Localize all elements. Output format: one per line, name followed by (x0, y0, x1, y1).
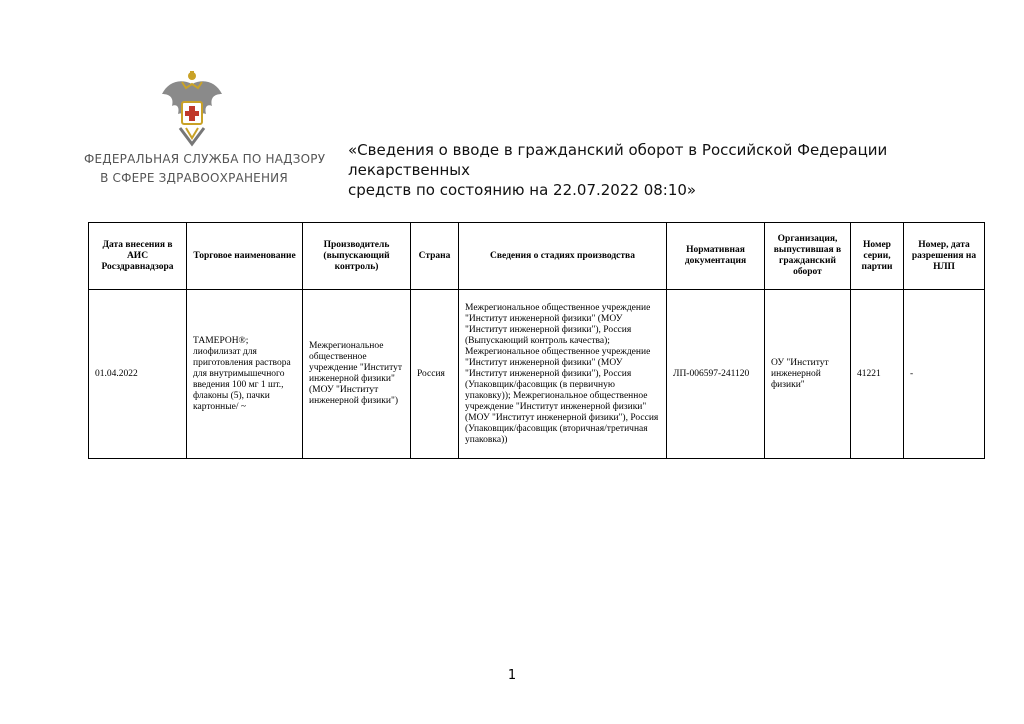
column-header: Дата внесения в АИС Росздравнадзора (89, 223, 187, 290)
column-header: Номер, дата разрешения на НЛП (904, 223, 985, 290)
table-header-row (89, 223, 985, 290)
cell-manufacturer: Межрегиональное общественное учреждение "Институт инженерной физики" (МОУ "Институт инженерной физики") (303, 290, 411, 459)
table-row (89, 290, 985, 459)
column-header: Страна (411, 223, 459, 290)
document-title-line-1: «Сведения о вводе в гражданский оборот в Российской Федерации лекарственных (348, 141, 888, 179)
column-header: Торговое наименование (187, 223, 303, 290)
registry-table (88, 222, 985, 459)
agency-line-2: В СФЕРЕ ЗДРАВООХРАНЕНИЯ (100, 171, 288, 185)
column-header: Организация, выпустившая в гражданский оборот (765, 223, 851, 290)
column-header: Производитель (выпускающий контроль) (303, 223, 411, 290)
cell-organization: ОУ "Институт инженерной физики" (765, 290, 851, 459)
cell-country: Россия (411, 290, 459, 459)
cell-date: 01.04.2022 (89, 290, 187, 459)
column-header: Сведения о стадиях производства (459, 223, 667, 290)
cell-permit: - (904, 290, 985, 459)
column-header: Нормативная документация (667, 223, 765, 290)
cell-normative-doc: ЛП-006597-241120 (667, 290, 765, 459)
page-number: 1 (507, 668, 517, 683)
document-title (348, 140, 988, 200)
roszdravnadzor-emblem (160, 68, 224, 150)
cell-trade-name: ТАМЕРОН®; лиофилизат для приготовления раствора для внутримышечного введения 100 мг 1 шт., флаконы (5), пачки картонные/ ~ (187, 290, 303, 459)
agency-name (84, 150, 326, 188)
agency-line-1: ФЕДЕРАЛЬНАЯ СЛУЖБА ПО НАДЗОРУ (84, 152, 326, 166)
document-title-line-2: средств по состоянию на 22.07.2022 08:10» (348, 181, 697, 199)
cell-series: 41221 (851, 290, 904, 459)
column-header: Номер серии, партии (851, 223, 904, 290)
cell-stages: Межрегиональное общественное учреждение "Институт инженерной физики" (МОУ "Институт инженерной физики"), Россия (Выпускающий контроль качества); Межрегиональное общественное учреждение "Институт инженерной физики" (МОУ "Институт инженерной физики"), Россия (Упаковщик/фасовщик (в первичную упаковку)); Межрегиональное общественное учреждение "Институт инженерной физики" (МОУ "Институт инженерной физики"), Россия (Упаковщик/фасовщик (вторичная/третичная упаковка)) (459, 290, 667, 459)
